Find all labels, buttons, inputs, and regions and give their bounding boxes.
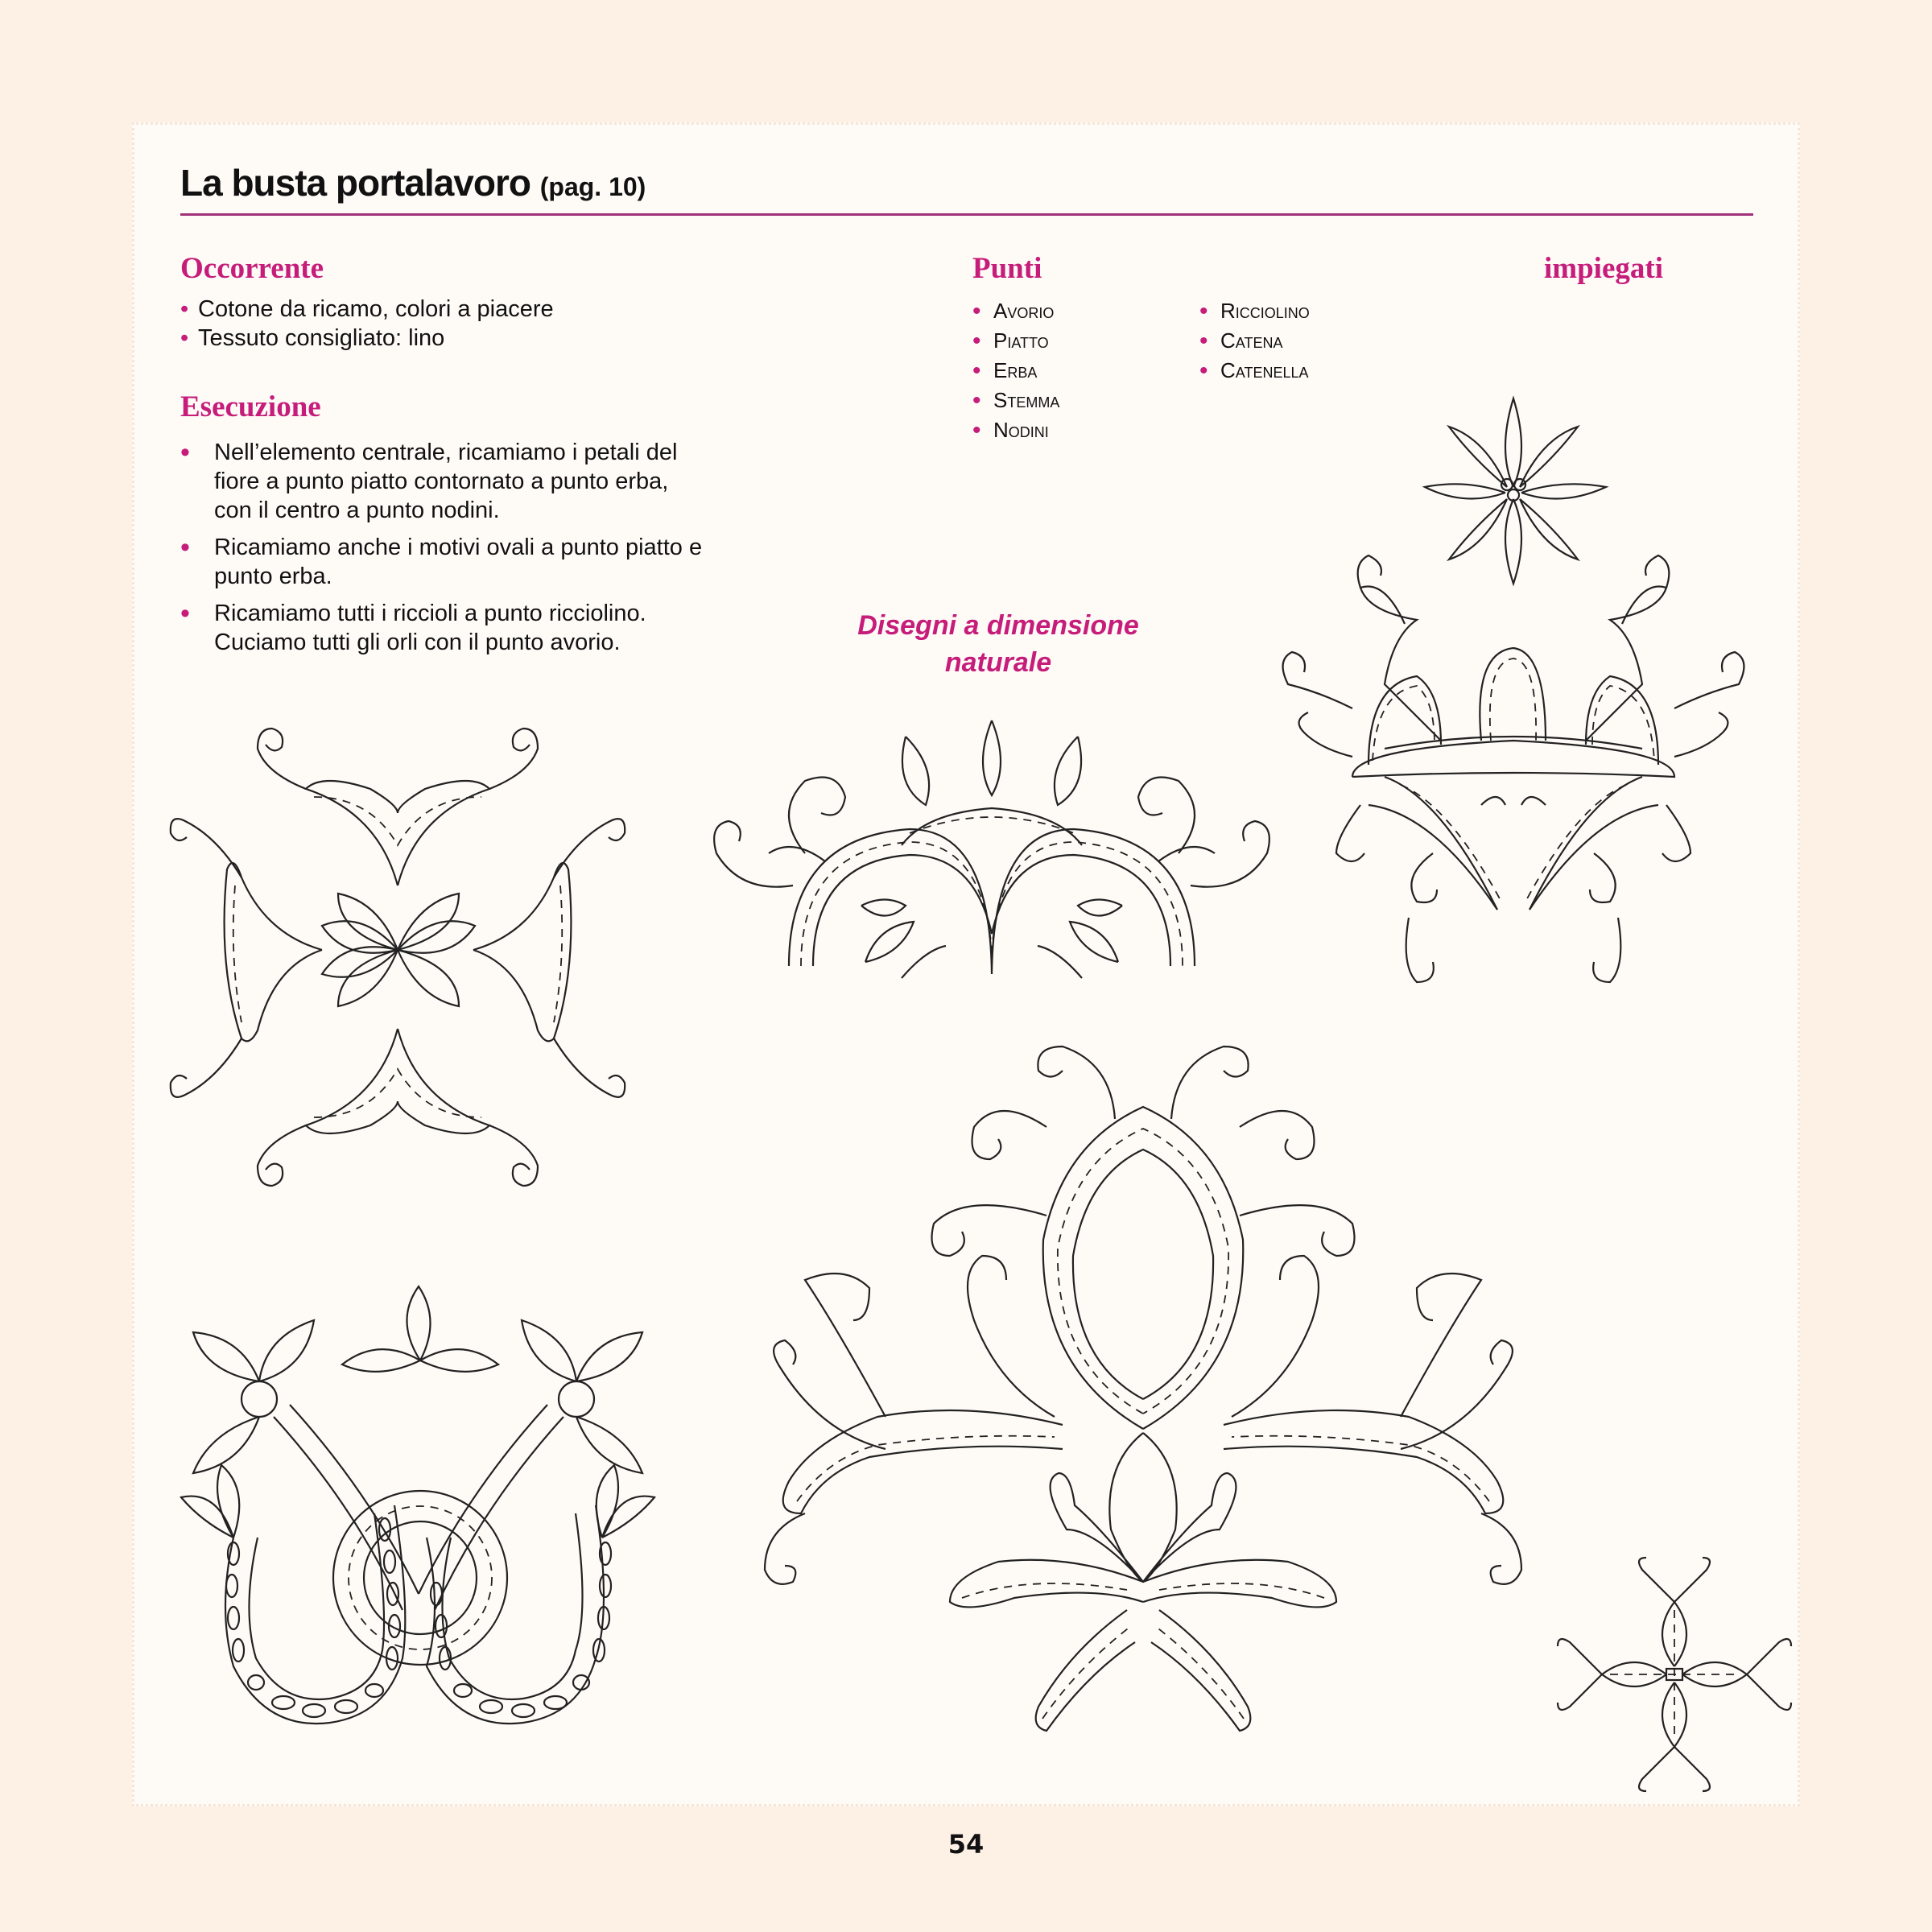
esecuzione-heading: Esecuzione xyxy=(180,390,321,423)
punti-heading: Punti xyxy=(972,252,1042,285)
stitch-item: • Stemma xyxy=(972,386,1059,415)
esecuzione-step: • Ricamiamo tutti i riccioli a punto ricciolino. Cuciamo tutti gli orli con il punto avorio. xyxy=(180,599,712,657)
title-text: La busta portalavoro xyxy=(180,162,530,204)
title-page-ref: (pag. 10) xyxy=(539,172,646,201)
stitch-item: • Avorio xyxy=(972,296,1059,326)
motif-small-cross xyxy=(1558,1558,1791,1791)
stitch-item: • Catenella xyxy=(1199,356,1310,386)
esecuzione-step: • Nell’elemento centrale, ricamiamo i petali del fiore a punto piatto contornato a punto erba, con il centro a punto nodini. xyxy=(180,438,712,525)
caption-line: Disegni a dimensione xyxy=(857,610,1139,641)
motif-arch-leaves xyxy=(714,720,1269,978)
stitch-item: • Ricciolino xyxy=(1199,296,1310,326)
occorrente-item: • Tessuto consigliato: lino xyxy=(180,324,554,353)
caption-line: naturale xyxy=(944,647,1052,678)
stitch-item: • Catena xyxy=(1199,326,1310,356)
motif-large-ornament xyxy=(765,1046,1521,1731)
occorrente-heading: Occorrente xyxy=(180,252,324,285)
motif-horseshoes xyxy=(181,1286,654,1724)
punti-heading-right: impiegati xyxy=(1544,252,1663,285)
motif-four-petal-swirl xyxy=(171,729,625,1186)
page-number: 54 xyxy=(947,1829,985,1860)
occorrente-item: • Cotone da ricamo, colori a piacere xyxy=(180,295,554,324)
stitch-item: • Erba xyxy=(972,356,1059,386)
stitch-item: • Piatto xyxy=(972,326,1059,356)
esecuzione-step: • Ricamiamo anche i motivi ovali a punto piatto e punto erba. xyxy=(180,533,712,591)
stitch-item: • Nodini xyxy=(972,415,1059,445)
motif-crown-flower xyxy=(1283,398,1744,982)
